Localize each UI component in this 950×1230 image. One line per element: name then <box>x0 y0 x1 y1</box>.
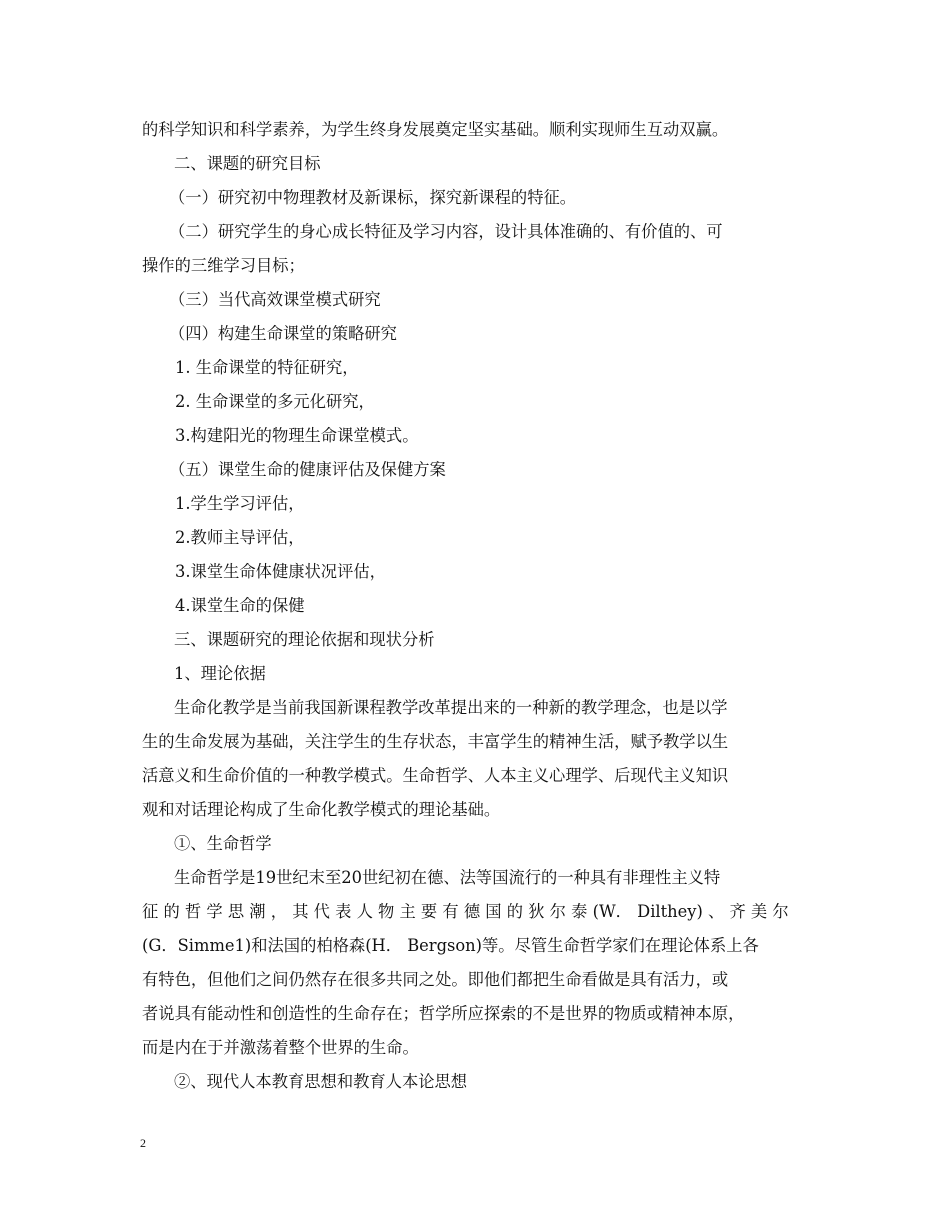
goal-item: （五）课堂生命的健康评估及保健方案 <box>169 460 446 479</box>
paragraph-line: 活意义和生命价值的一种教学模式。生命哲学、人本主义心理学、后现代主义知识 <box>142 766 729 785</box>
list-item: 2. 生命课堂的多元化研究， <box>175 392 375 411</box>
subsection-heading: 1、理论依据 <box>174 664 266 683</box>
paragraph-line: 征 的 哲 学 思 潮 ， 其 代 表 人 物 主 要 有 德 国 的 狄 尔 泰 (W． Dilthey) 、 齐 美 尔 <box>142 902 789 921</box>
list-item: 3.课堂生命体健康状况评估， <box>175 562 386 581</box>
paragraph-line: 的科学知识和科学素养，为学生终身发展奠定坚实基础。顺利实现师生互动双赢。 <box>142 120 729 139</box>
goal-item: （四）构建生命课堂的策略研究 <box>169 324 397 343</box>
section-heading: 二、课题的研究目标 <box>174 154 321 173</box>
subsection-heading: ①、生命哲学 <box>174 834 272 853</box>
subsection-heading: ②、现代人本教育思想和教育人本论思想 <box>174 1072 468 1091</box>
goal-item: （三）当代高效课堂模式研究 <box>169 290 381 309</box>
page-number: 2 <box>140 1136 146 1150</box>
list-item: 1.学生学习评估， <box>175 494 305 513</box>
paragraph-line: 生的生命发展为基础，关注学生的生存状态，丰富学生的精神生活，赋予教学以生 <box>142 732 729 751</box>
paragraph-line: 者说具有能动性和创造性的生命存在；哲学所应探索的不是世界的物质或精神本原， <box>142 1004 745 1023</box>
paragraph-line: (G．Simme1)和法国的柏格森(H． Bergson)等。尽管生命哲学家们在理论体系上各 <box>142 936 759 955</box>
list-item: 4.课堂生命的保健 <box>175 596 305 615</box>
document-body <box>142 113 810 1099</box>
list-item: 3.构建阳光的物理生命课堂模式。 <box>175 426 419 445</box>
paragraph-line: 观和对话理论构成了生命化教学模式的理论基础。 <box>142 800 501 819</box>
list-item: 1. 生命课堂的特征研究， <box>175 358 359 377</box>
paragraph-line: 而是内在于并激荡着整个世界的生命。 <box>142 1038 419 1057</box>
paragraph-line: 生命哲学是19世纪末至20世纪初在德、法等国流行的一种具有非理性主义特 <box>174 868 721 887</box>
paragraph-line: 有特色，但他们之间仍然存在很多共同之处。即他们都把生命看做是具有活力，或 <box>142 970 729 989</box>
section-heading: 三、课题研究的理论依据和现状分析 <box>174 630 435 649</box>
goal-item: （一）研究初中物理教材及新课标，探究新课程的特征。 <box>169 188 577 207</box>
paragraph-line: 生命化教学是当前我国新课程教学改革提出来的一种新的教学理念，也是以学 <box>174 698 728 717</box>
list-item: 2.教师主导评估， <box>175 528 305 547</box>
paragraph-line: 操作的三维学习目标； <box>142 256 305 275</box>
goal-item: （二）研究学生的身心成长特征及学习内容，设计具体准确的、有价值的、可 <box>169 222 723 241</box>
